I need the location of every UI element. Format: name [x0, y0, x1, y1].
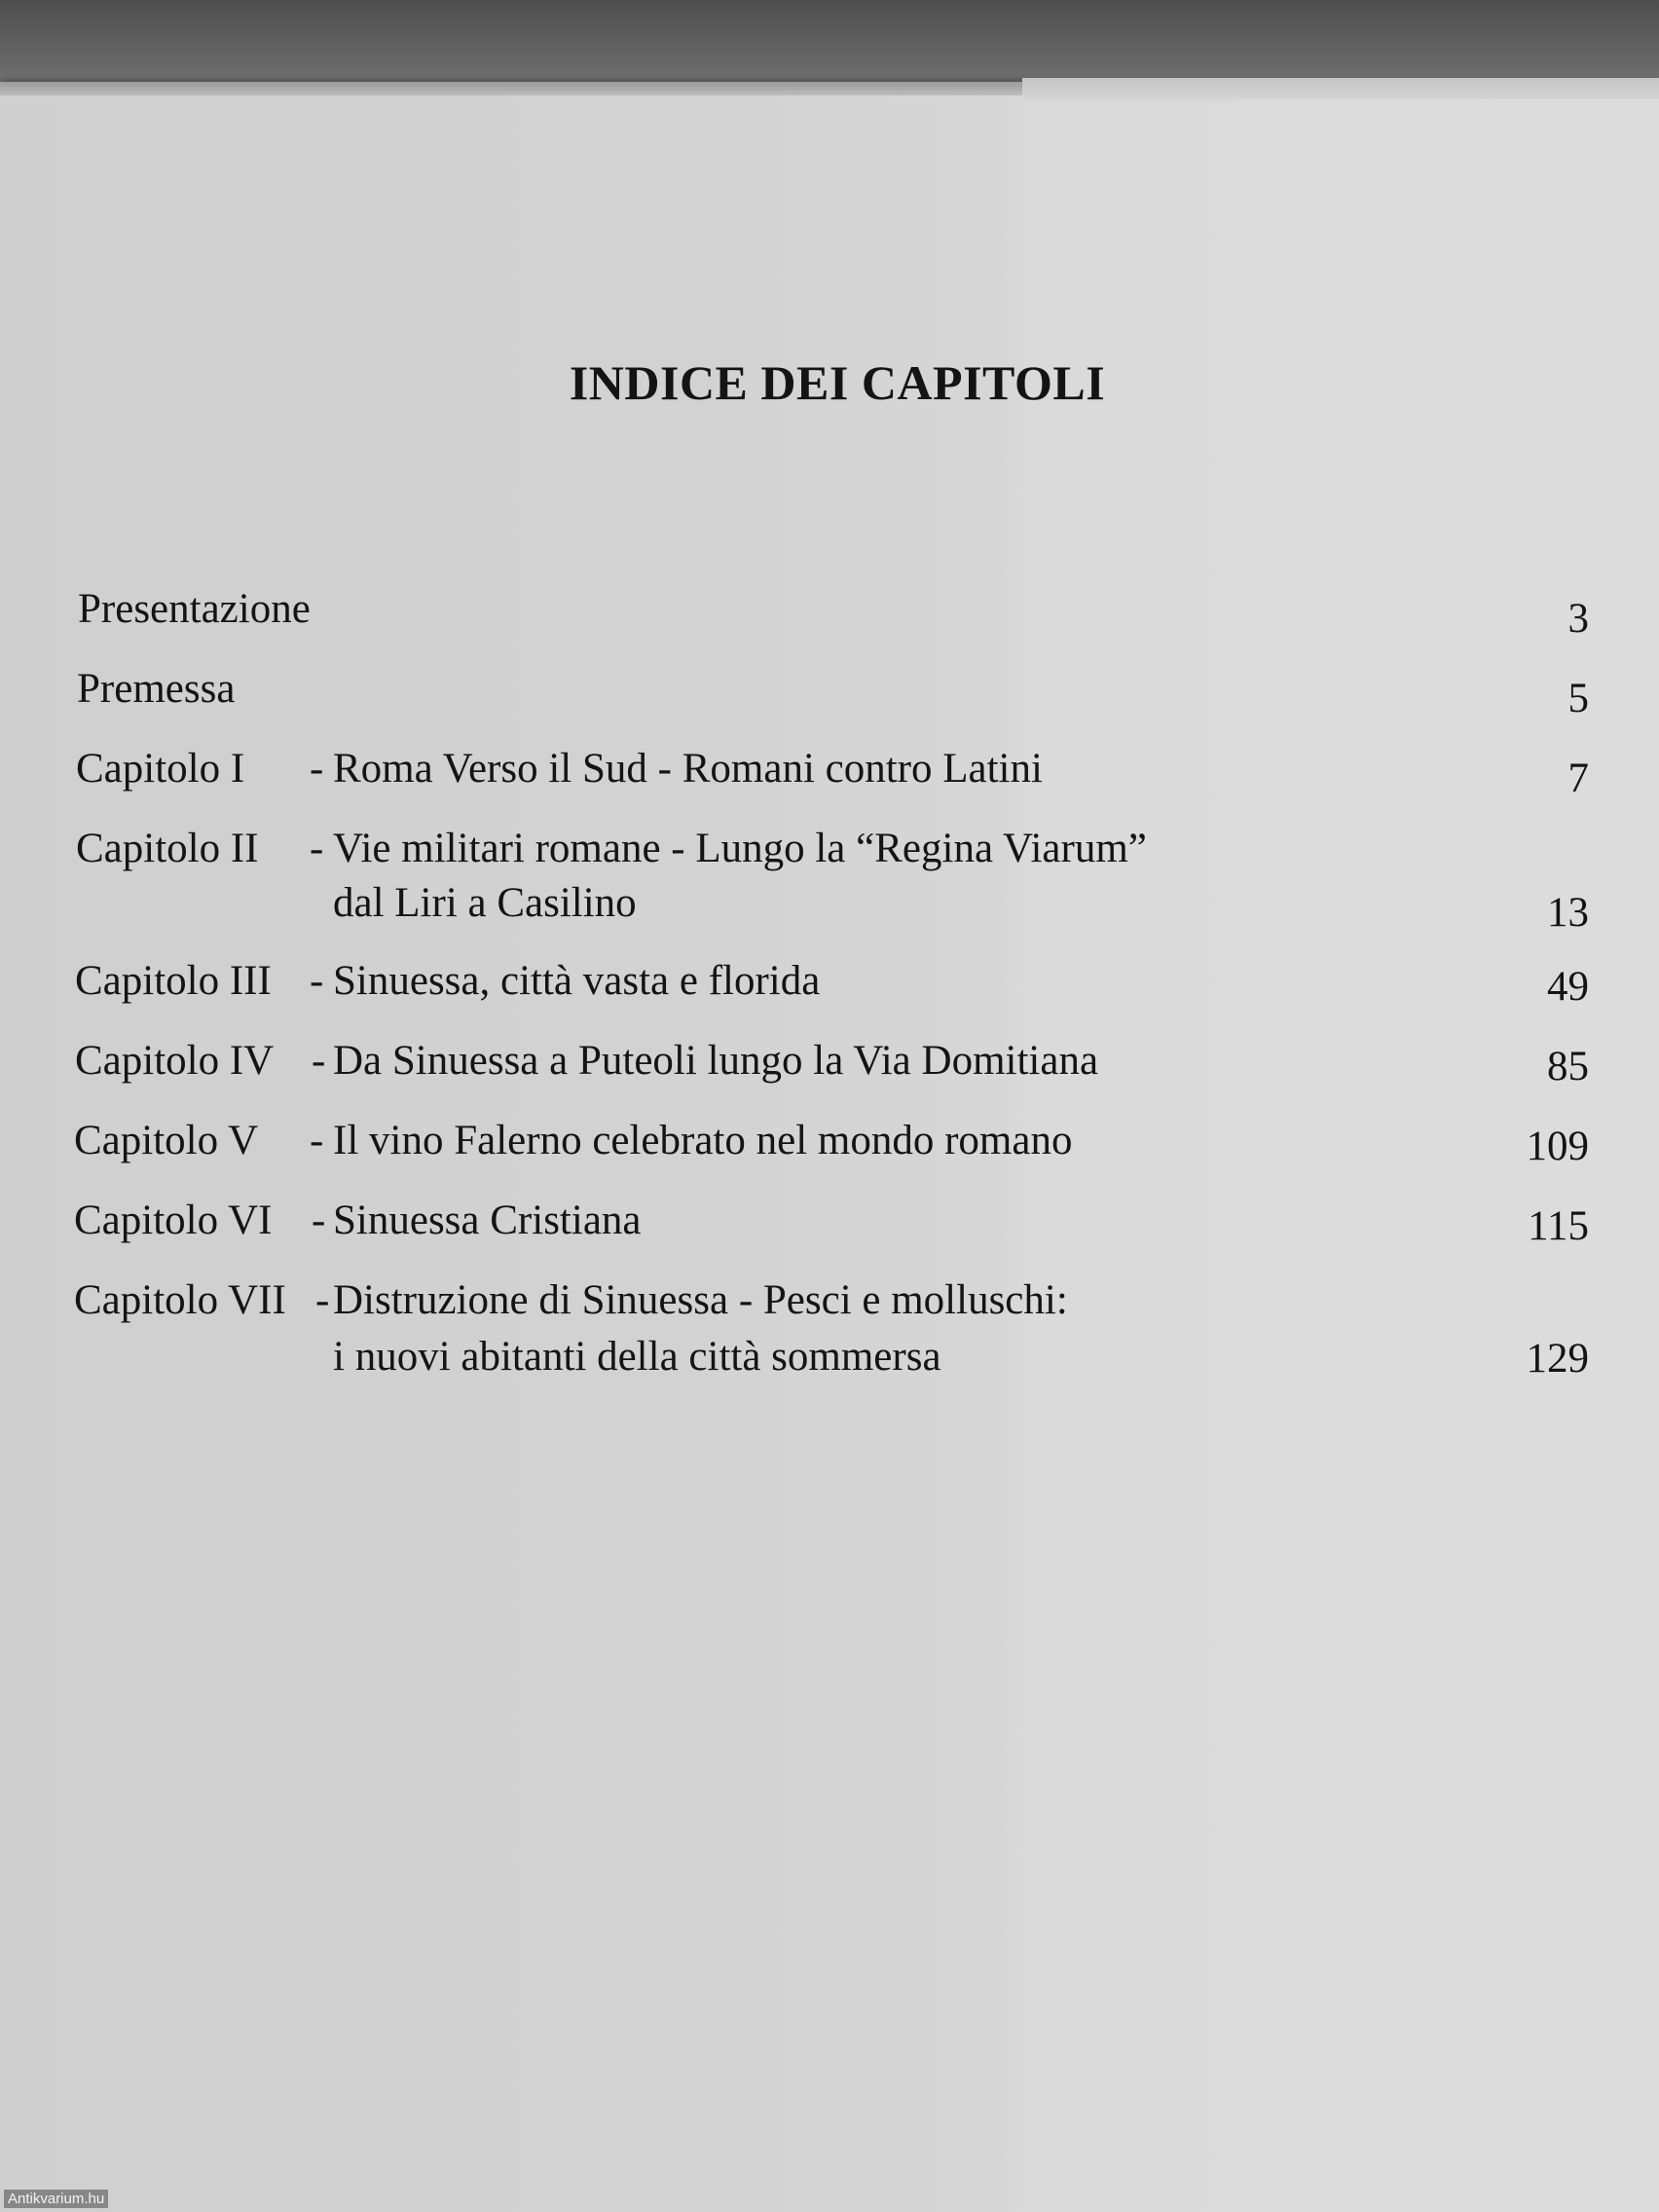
toc-entry-label: Capitolo VII [74, 1277, 286, 1323]
toc-entry-dash: - [312, 1198, 326, 1243]
toc-entry-page: 85 [1547, 1044, 1589, 1089]
page-top-edge-left [0, 82, 1022, 95]
toc-entry-page: 49 [1547, 964, 1589, 1010]
toc-entry-title-continued: dal Liri a Casilino [333, 880, 637, 926]
page-top-edge-right [1022, 78, 1659, 99]
toc-entry-title: Distruzione di Sinuessa - Pesci e molluschi: [333, 1277, 1068, 1323]
toc-entry-page: 129 [1526, 1336, 1589, 1382]
toc-entry-page: 3 [1567, 596, 1589, 642]
toc-entry-title-continued: i nuovi abitanti della città sommersa [333, 1334, 941, 1380]
toc-entry-dash: - [312, 1038, 326, 1084]
toc-entry-page: 109 [1526, 1124, 1589, 1169]
toc-entry-title: Sinuessa, città vasta e florida [333, 958, 821, 1004]
toc-entry-title: Vie militari romane - Lungo la “Regina Viarum” [333, 826, 1147, 871]
toc-entry-label: Premessa [77, 666, 236, 712]
toc-entry-label: Capitolo II [76, 826, 259, 871]
toc-entry-page: 5 [1567, 676, 1589, 721]
toc-entry-dash: - [310, 746, 324, 792]
toc-entry-dash: - [315, 1277, 330, 1323]
toc-entry-page: 115 [1528, 1203, 1589, 1249]
toc-entry-title: Il vino Falerno celebrato nel mondo romano [333, 1118, 1073, 1163]
toc-entry-label: Capitolo VI [74, 1198, 273, 1243]
toc-entry-label: Capitolo I [76, 746, 245, 792]
page-title: INDICE DEI CAPITOLI [569, 355, 1106, 410]
toc-entry-label: Capitolo V [74, 1118, 259, 1163]
watermark: Antikvarium.hu [4, 2190, 108, 2208]
toc-entry-dash: - [310, 958, 324, 1004]
toc-entry-page: 13 [1547, 890, 1589, 936]
toc-entry-title: Da Sinuessa a Puteoli lungo la Via Domitiana [333, 1038, 1099, 1084]
toc-entry-title: Roma Verso il Sud - Romani contro Latini [333, 746, 1043, 792]
toc-entry-dash: - [310, 826, 324, 871]
toc-entry-title: Sinuessa Cristiana [333, 1198, 642, 1243]
toc-entry-label: Presentazione [78, 586, 311, 632]
toc-entry-dash: - [310, 1118, 324, 1163]
toc-entry-label: Capitolo III [75, 958, 272, 1004]
toc-entry-page: 7 [1567, 756, 1589, 801]
toc-entry-label: Capitolo IV [75, 1038, 275, 1084]
